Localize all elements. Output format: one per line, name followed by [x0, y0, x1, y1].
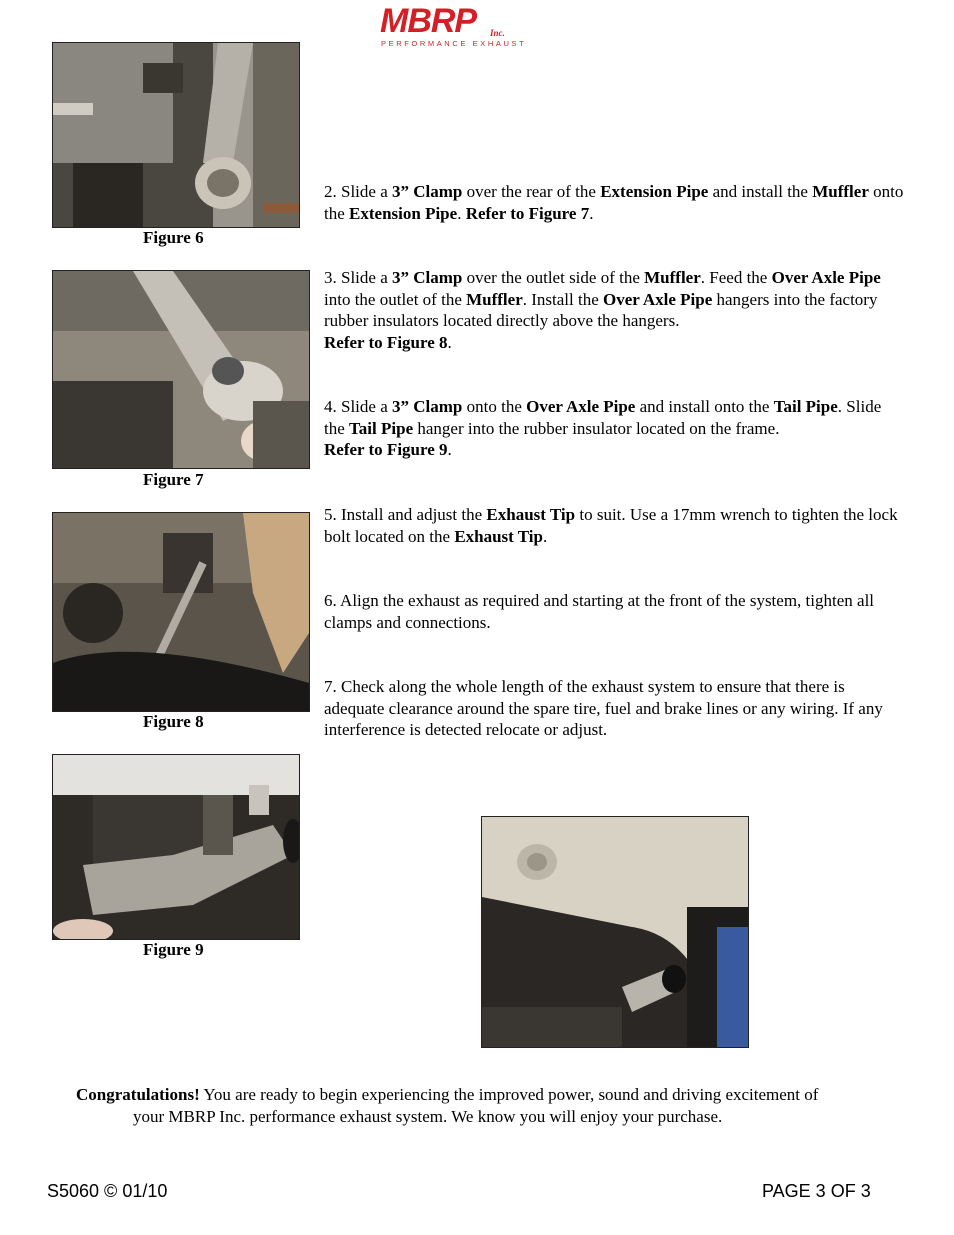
step-7: 7. Check along the whole length of the exhaust system to ensure that there is adequate clearance around the spare tire, fuel and brake lines or any wiring. If any interference is detected relocate or adjust. — [324, 677, 883, 739]
figure-9-caption: Figure 9 — [143, 940, 204, 959]
step-6: 6. Align the exhaust as required and starting at the front of the system, tighten all clamps and connections. — [324, 591, 875, 632]
mbrp-logo — [378, 2, 528, 50]
exhaust-tip-photo — [481, 816, 749, 1048]
closing-line-2: your MBRP Inc. performance exhaust system. We know you will enjoy your purchase. — [133, 1106, 723, 1126]
step-5: 5. Install and adjust the Exhaust Tip to suit. Use a 17mm wrench to tighten the lock bolt located on the Exhaust Tip. — [324, 505, 898, 546]
closing-line-1: You are ready to begin experiencing the improved power, sound and driving excitement of — [199, 1085, 819, 1104]
closing-bold: Congratulations! — [76, 1085, 200, 1104]
logo-wordmark: MBRP — [380, 2, 477, 40]
figure-7-photo — [52, 270, 310, 469]
figure-7-caption: Figure 7 — [143, 470, 204, 489]
page-number: PAGE 3 OF 3 — [762, 1181, 871, 1201]
step-2: 2. Slide a 3” Clamp over the rear of the Extension Pipe and install the Muffler onto the Extension Pipe. Refer to Figure 7. — [324, 182, 904, 223]
doc-code: S5060 © 01/10 — [47, 1181, 168, 1201]
step-4: 4. Slide a 3” Clamp onto the Over Axle Pipe and install onto the Tail Pipe. Slide the Tail Pipe hanger into the rubber insulator located on the frame. Refer to Figure 9. — [324, 397, 882, 459]
logo-tagline: PERFORMANCE EXHAUST — [381, 39, 527, 48]
figure-8-caption: Figure 8 — [143, 712, 204, 731]
closing-message — [76, 1084, 906, 1127]
figure-8-photo — [52, 512, 310, 712]
step-3: 3. Slide a 3” Clamp over the outlet side of the Muffler. Feed the Over Axle Pipe into the outlet of the Muffler. Install the Over Axle Pipe hangers into the factory rubber insulators located directly above the hangers. Refer to Figure 8. — [324, 268, 881, 352]
figure-9-photo — [52, 754, 300, 940]
logo-inc: Inc. — [490, 28, 505, 38]
figure-6-caption: Figure 6 — [143, 228, 204, 247]
figure-6-photo — [52, 42, 300, 228]
